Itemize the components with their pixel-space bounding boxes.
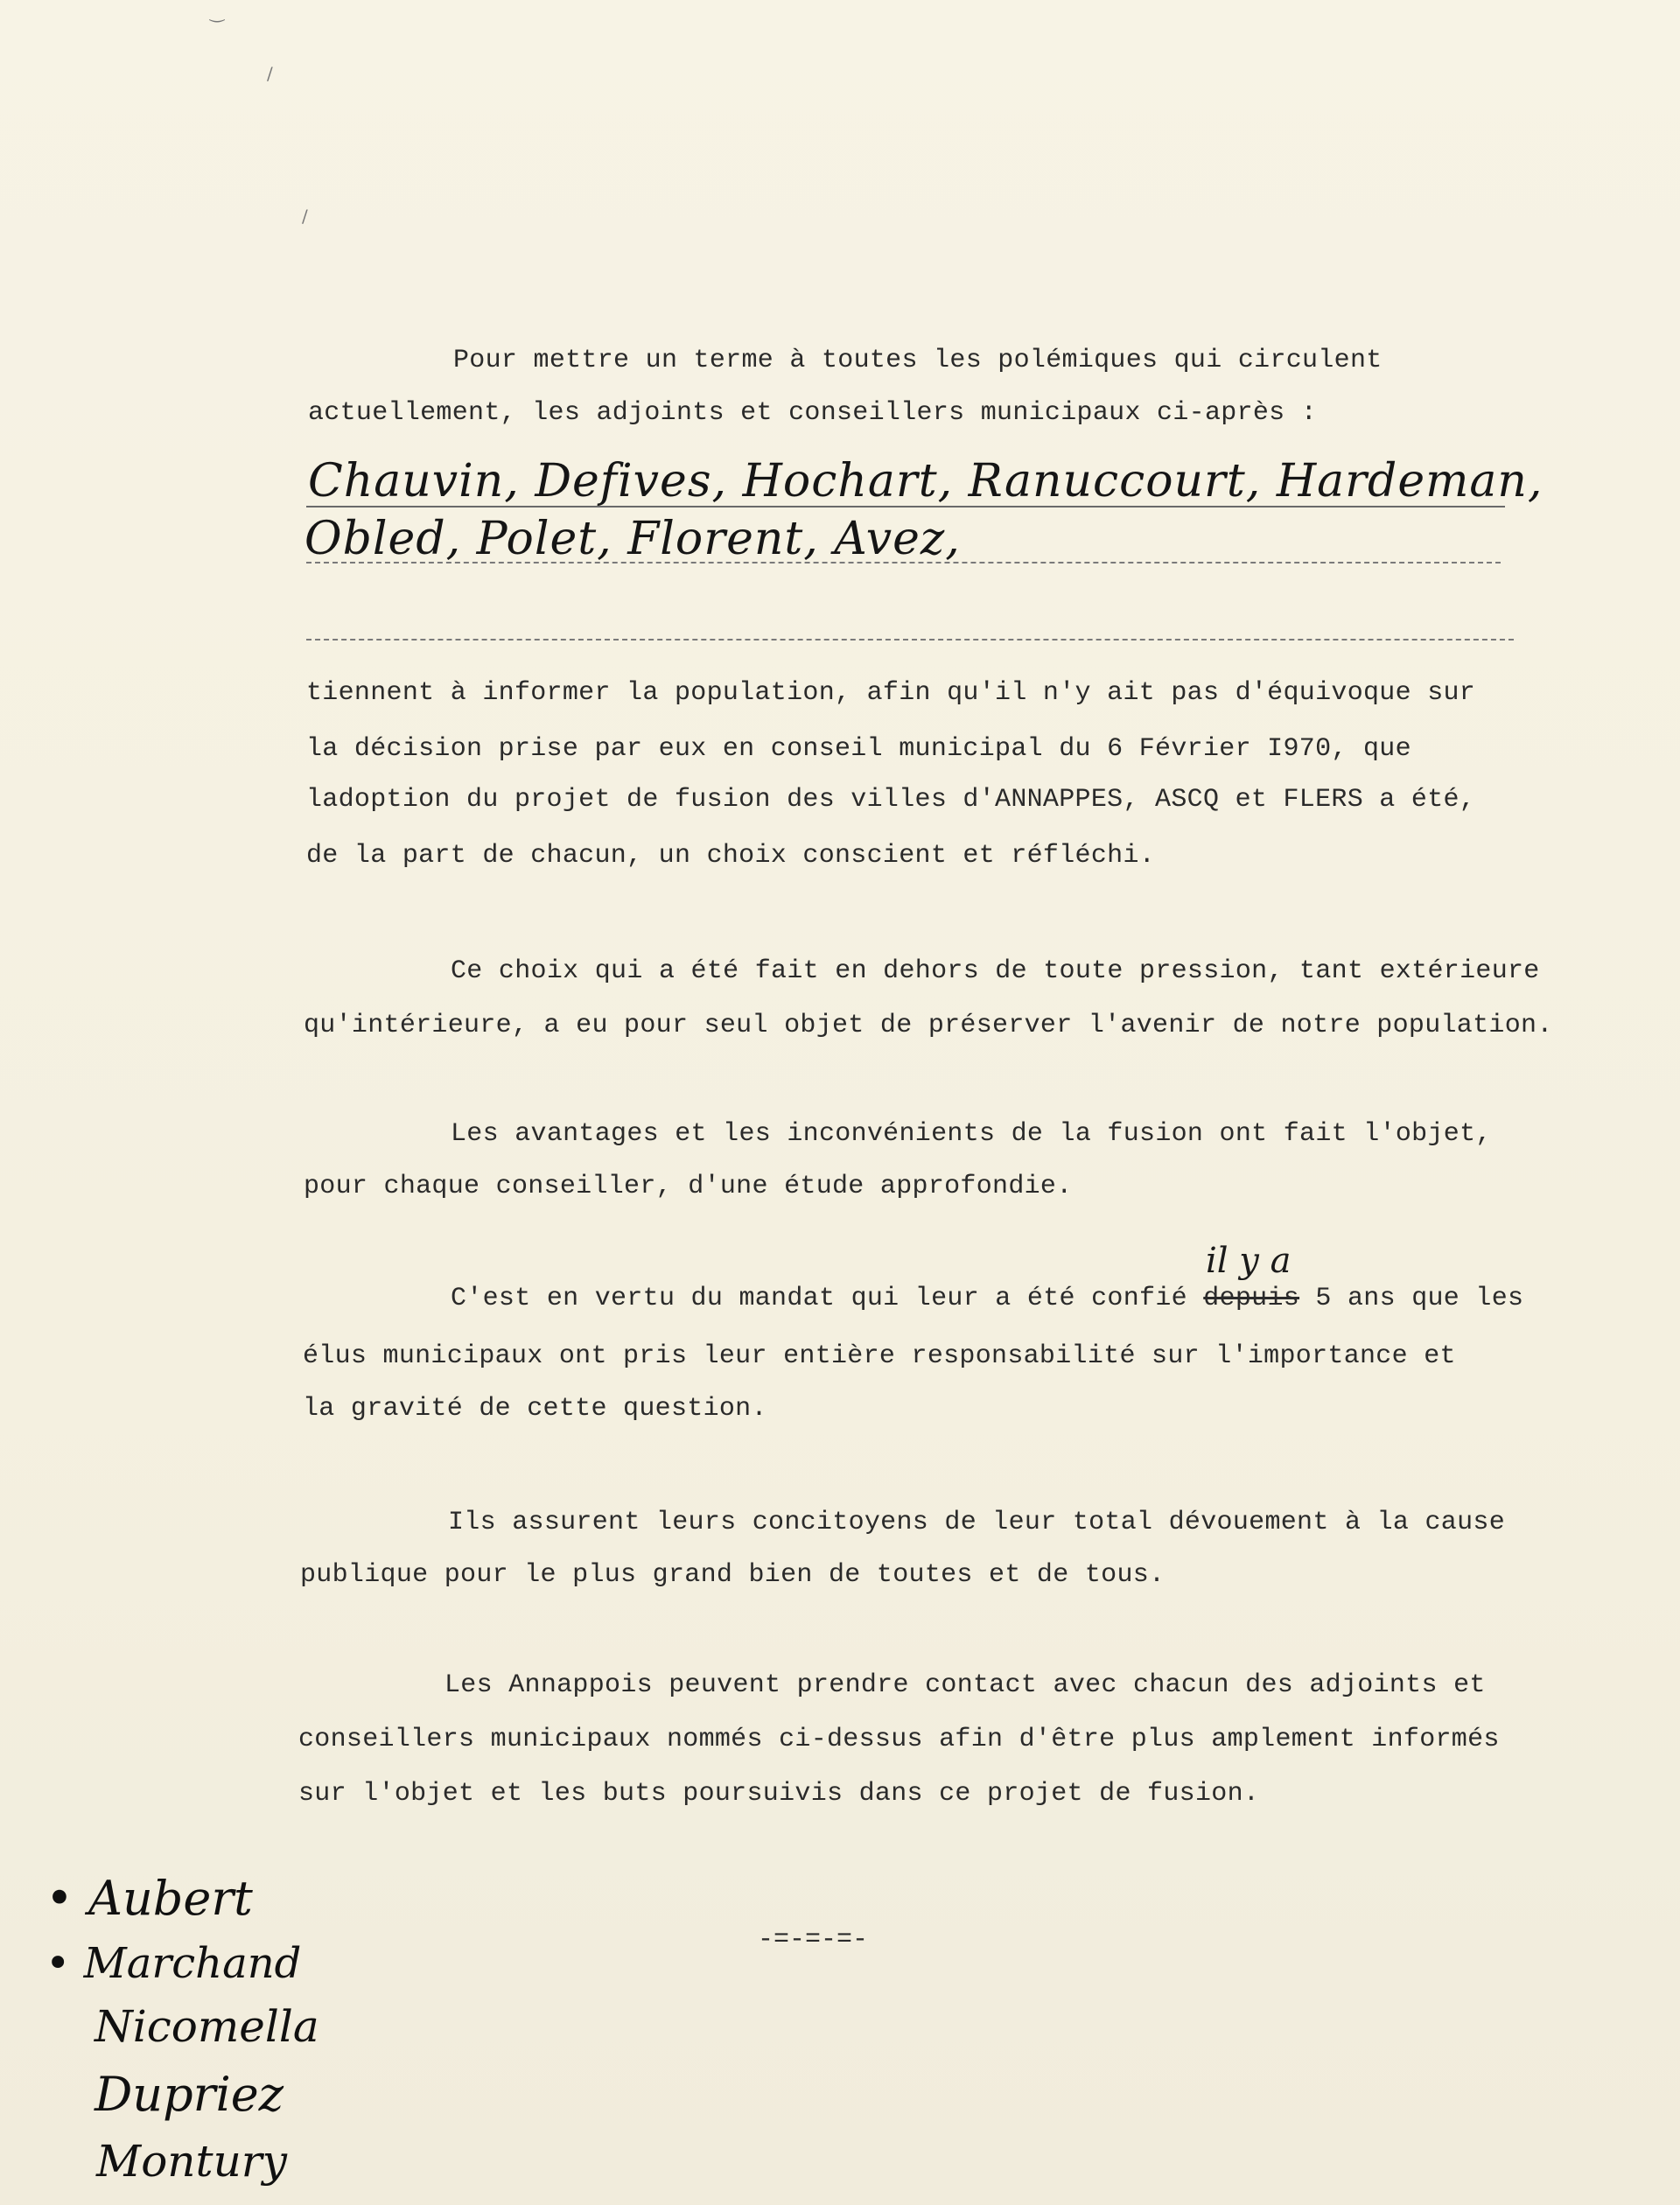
- handwritten-names-line-1: Chauvin, Defives, Hochart, Ranuccourt, Hardeman,: [308, 455, 1544, 508]
- handwritten-names-line-2: Obled, Polet, Florent, Avez,: [304, 513, 961, 565]
- signature-5: Montury: [96, 2136, 287, 2187]
- para2-line-1: Ce choix qui a été fait en dehors de toute pression, tant extérieure: [451, 956, 1540, 986]
- para6-line-2: conseillers municipaux nommés ci-dessus afin d'être plus amplement informés: [298, 1725, 1500, 1754]
- margin-mark: /: [267, 63, 273, 84]
- para4-line-2: élus municipaux ont pris leur entière responsabilité sur l'importance et: [303, 1341, 1456, 1371]
- para1-line-4: de la part de chacun, un choix conscient et réfléchi.: [306, 841, 1156, 871]
- para4-line-3: la gravité de cette question.: [303, 1394, 767, 1424]
- para5-line-1: Ils assurent leurs concitoyens de leur total dévouement à la cause: [448, 1508, 1505, 1537]
- para6-line-3: sur l'objet et les buts poursuivis dans ce projet de fusion.: [298, 1779, 1260, 1809]
- separator-mark: -=-=-=-: [758, 1925, 869, 1955]
- handwritten-insertion: il y a: [1206, 1241, 1292, 1281]
- fill-in-line-3: [306, 639, 1514, 640]
- margin-mark: ‿: [210, 2, 225, 23]
- signature-4: Dupriez: [94, 2067, 284, 2122]
- para1-line-1: tiennent à informer la population, afin qu'il n'y ait pas d'équivoque sur: [306, 678, 1476, 708]
- intro-line-1: Pour mettre un terme à toutes les polémiques qui circulent: [453, 346, 1382, 375]
- para1-line-2: la décision prise par eux en conseil municipal du 6 Février I970, que: [306, 734, 1411, 764]
- para4-line-1: [451, 1281, 1523, 1316]
- para3-line-1: Les avantages et les inconvénients de la fusion ont fait l'objet,: [451, 1119, 1492, 1149]
- signature-1: • Aubert: [46, 1871, 253, 1926]
- intro-line-2: actuellement, les adjoints et conseillers municipaux ci-après :: [308, 398, 1318, 428]
- para1-line-3: ladoption du projet de fusion des villes d'ANNAPPES, ASCQ et FLERS a été,: [306, 785, 1476, 815]
- struck-word: depuis: [1203, 1284, 1300, 1313]
- para5-line-2: publique pour le plus grand bien de toutes et de tous.: [300, 1560, 1166, 1590]
- signature-3: Nicomella: [94, 2001, 319, 2052]
- fill-in-line-2: [306, 562, 1501, 564]
- signature-2: • Marchand: [46, 1939, 302, 1988]
- para3-line-2: pour chaque conseiller, d'une étude approfondie.: [304, 1172, 1073, 1201]
- fill-in-line-1: [306, 506, 1505, 508]
- para2-line-2: qu'intérieure, a eu pour seul objet de préserver l'avenir de notre population.: [304, 1011, 1553, 1040]
- para4-line-1-start: C'est en vertu du mandat qui leur a été confié: [451, 1284, 1204, 1313]
- para6-line-1: Les Annappois peuvent prendre contact avec chacun des adjoints et: [444, 1670, 1486, 1700]
- margin-mark: /: [302, 206, 308, 227]
- para4-line-1-end: 5 ans que les: [1299, 1284, 1524, 1313]
